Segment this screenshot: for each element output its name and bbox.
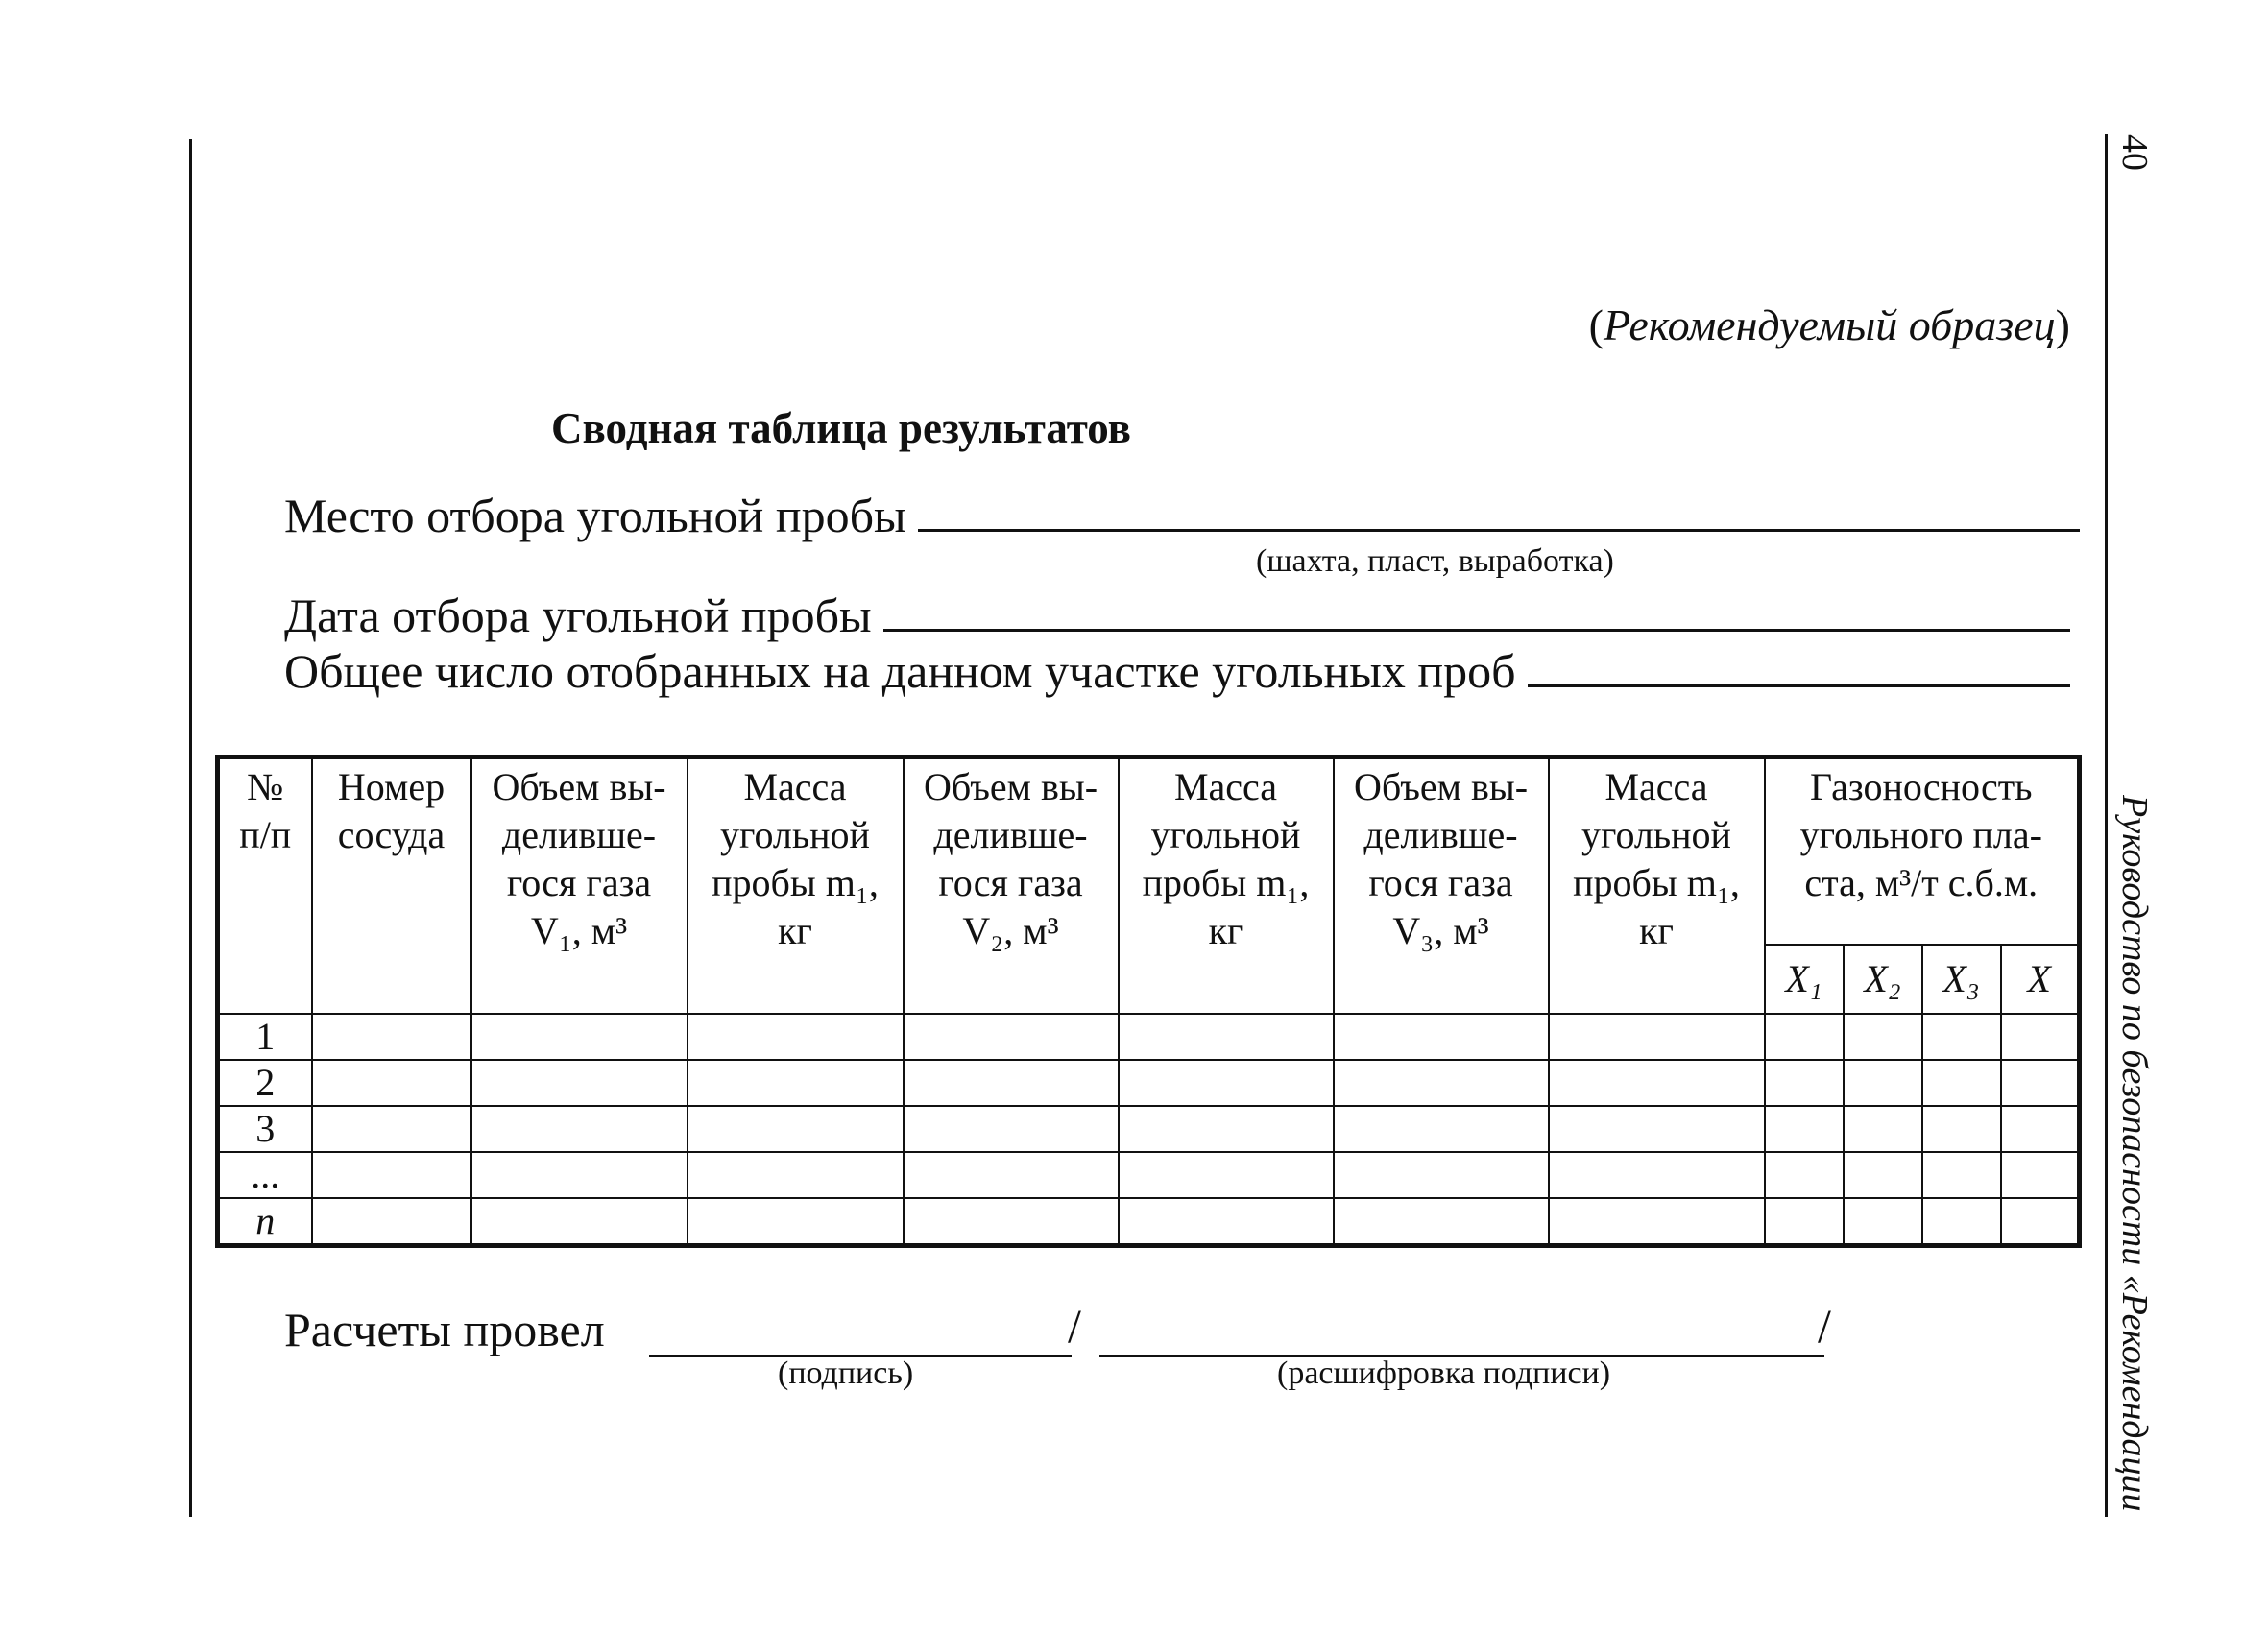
table-row — [218, 1152, 2080, 1198]
mass3-l4: кг — [1639, 909, 1674, 952]
count-blank-line[interactable] — [1528, 684, 2070, 687]
vol2-l1: Объем вы- — [923, 765, 1098, 808]
left-margin-rule — [189, 139, 192, 1517]
calculations-by-label: Расчеты провел — [284, 1303, 605, 1356]
gas-l2: угольного пла- — [1799, 813, 2042, 856]
cell[interactable] — [1549, 1152, 1765, 1198]
cell[interactable] — [1765, 1198, 1844, 1246]
cell[interactable] — [1844, 1060, 1922, 1106]
cell[interactable] — [1844, 1198, 1922, 1246]
vol3-l3: гося газа — [1368, 861, 1513, 904]
cell[interactable] — [312, 1198, 471, 1246]
cell[interactable] — [1765, 1014, 1844, 1060]
vol1-l3: гося газа — [506, 861, 652, 904]
header-row — [218, 757, 2080, 945]
mass3-l1: Масса — [1604, 765, 1708, 808]
cell[interactable] — [471, 1014, 688, 1060]
header-x1: X₁ — [1765, 945, 1844, 1014]
date-blank-line[interactable] — [883, 628, 2070, 632]
header-vessel — [312, 757, 471, 1015]
cell[interactable] — [1549, 1014, 1765, 1060]
gas-l1: Газоносность — [1810, 765, 2033, 808]
cell[interactable] — [312, 1014, 471, 1060]
place-blank-line[interactable] — [918, 528, 2080, 532]
cell[interactable] — [2001, 1198, 2080, 1246]
cell[interactable] — [1922, 1152, 2001, 1198]
mass2-l3: пробы m₁, — [1142, 861, 1310, 904]
row-num: ... — [218, 1152, 312, 1198]
cell[interactable] — [1334, 1060, 1549, 1106]
document-title — [0, 403, 2268, 453]
table-row — [218, 1106, 2080, 1152]
header-vessel-line1: Номер — [337, 765, 446, 808]
cell[interactable] — [1119, 1106, 1334, 1152]
cell[interactable] — [2001, 1106, 2080, 1152]
mass1-l3: пробы m₁, — [712, 861, 879, 904]
cell[interactable] — [904, 1060, 1119, 1106]
header-vol1 — [471, 757, 688, 1015]
cell[interactable] — [1765, 1152, 1844, 1198]
row-num: 2 — [218, 1060, 312, 1106]
cell[interactable] — [1922, 1198, 2001, 1246]
document-title-text: Сводная таблица результатов — [551, 404, 1131, 452]
header-vol3 — [1334, 757, 1549, 1015]
cell[interactable] — [1119, 1152, 1334, 1198]
cell[interactable] — [1765, 1106, 1844, 1152]
place-label: Место отбора угольной пробы — [284, 489, 906, 542]
vol1-l4: V₁, м³ — [530, 909, 628, 952]
cell[interactable] — [688, 1014, 904, 1060]
header-num — [218, 757, 312, 1015]
cell[interactable] — [904, 1014, 1119, 1060]
cell[interactable] — [1844, 1106, 1922, 1152]
header-mass3 — [1549, 757, 1765, 1015]
header-x3: X₃ — [1922, 945, 2001, 1014]
header-mass2 — [1119, 757, 1334, 1015]
count-label: Общее число отобранных на данном участке угольных проб — [284, 644, 1516, 698]
cell[interactable] — [1844, 1152, 1922, 1198]
cell[interactable] — [1334, 1152, 1549, 1198]
cell[interactable] — [1922, 1106, 2001, 1152]
header-x2: X₂ — [1844, 945, 1922, 1014]
table-row — [218, 1014, 2080, 1060]
vol2-l4: V₂, м³ — [962, 909, 1059, 952]
row-num: 1 — [218, 1014, 312, 1060]
vol3-l4: V₃, м³ — [1392, 909, 1489, 952]
mass3-l3: пробы m₁, — [1573, 861, 1740, 904]
mass3-l2: угольной — [1581, 813, 1731, 856]
mass1-l2: угольной — [720, 813, 870, 856]
cell[interactable] — [312, 1060, 471, 1106]
cell[interactable] — [1119, 1014, 1334, 1060]
cell[interactable] — [688, 1106, 904, 1152]
cell[interactable] — [904, 1106, 1119, 1152]
cell[interactable] — [471, 1106, 688, 1152]
vol1-l2: делившe- — [501, 813, 657, 856]
cell[interactable] — [312, 1152, 471, 1198]
header-x: X — [2001, 945, 2080, 1014]
cell[interactable] — [1549, 1198, 1765, 1246]
place-hint: (шахта, пласт, выработка) — [1256, 543, 1614, 579]
cell[interactable] — [471, 1060, 688, 1106]
cell[interactable] — [1844, 1014, 1922, 1060]
cell[interactable] — [471, 1152, 688, 1198]
header-num-line1: № — [247, 765, 284, 808]
mass1-l4: кг — [778, 909, 812, 952]
cell[interactable] — [2001, 1014, 2080, 1060]
mass2-l2: угольной — [1150, 813, 1301, 856]
recommended-sample-note — [1589, 300, 2070, 350]
paren-close: ) — [2055, 300, 2070, 349]
header-mass1 — [688, 757, 904, 1015]
vol3-l1: Объем вы- — [1353, 765, 1529, 808]
cell[interactable] — [312, 1106, 471, 1152]
cell[interactable] — [688, 1060, 904, 1106]
count-field — [284, 643, 2070, 699]
header-num-line2: п/п — [239, 813, 292, 856]
row-num: n — [218, 1198, 312, 1246]
cell[interactable] — [1549, 1106, 1765, 1152]
slash-separator-end: / — [1818, 1299, 1831, 1353]
cell[interactable] — [2001, 1060, 2080, 1106]
recommended-sample-text: Рекомендуемый образец — [1603, 300, 2056, 349]
cell[interactable] — [1334, 1014, 1549, 1060]
header-vessel-line2: сосуда — [337, 813, 446, 856]
cell[interactable] — [904, 1198, 1119, 1246]
cell[interactable] — [904, 1152, 1119, 1198]
signature-decode-hint: (расшифровка подписи) — [1277, 1356, 1611, 1391]
vol2-l3: гося газа — [938, 861, 1083, 904]
date-label: Дата отбора угольной пробы — [284, 588, 872, 642]
cell[interactable] — [1119, 1060, 1334, 1106]
header-vol2 — [904, 757, 1119, 1015]
vol3-l2: делившe- — [1363, 813, 1518, 856]
cell[interactable] — [1334, 1198, 1549, 1246]
cell[interactable] — [1119, 1198, 1334, 1246]
mass2-l1: Масса — [1173, 765, 1278, 808]
right-margin-rule — [2105, 134, 2108, 1517]
vol2-l2: делившe- — [933, 813, 1088, 856]
signature-hint: (подпись) — [778, 1356, 914, 1391]
cell[interactable] — [471, 1198, 688, 1246]
mass1-l1: Масса — [743, 765, 847, 808]
cell[interactable] — [1549, 1060, 1765, 1106]
row-num: 3 — [218, 1106, 312, 1152]
paren-open: ( — [1588, 300, 1604, 349]
running-title: Руководство по безопасности «Рекомендации — [2114, 795, 2155, 1512]
cell[interactable] — [2001, 1152, 2080, 1198]
place-field — [284, 488, 2080, 543]
header-gas — [1765, 757, 2080, 945]
page-number: 40 — [2114, 134, 2155, 171]
slash-separator: / — [1068, 1299, 1081, 1353]
gas-l3: ста, м³/т с.б.м. — [1804, 861, 2039, 904]
mass2-l4: кг — [1208, 909, 1243, 952]
date-field — [284, 588, 2070, 643]
cell[interactable] — [1922, 1014, 2001, 1060]
table-row — [218, 1060, 2080, 1106]
cell[interactable] — [1765, 1060, 1844, 1106]
vol1-l1: Объем вы- — [492, 765, 666, 808]
cell[interactable] — [688, 1152, 904, 1198]
table-row — [218, 1198, 2080, 1246]
cell[interactable] — [1334, 1106, 1549, 1152]
cell[interactable] — [688, 1198, 904, 1246]
results-table — [215, 755, 2082, 1248]
cell[interactable] — [1922, 1060, 2001, 1106]
